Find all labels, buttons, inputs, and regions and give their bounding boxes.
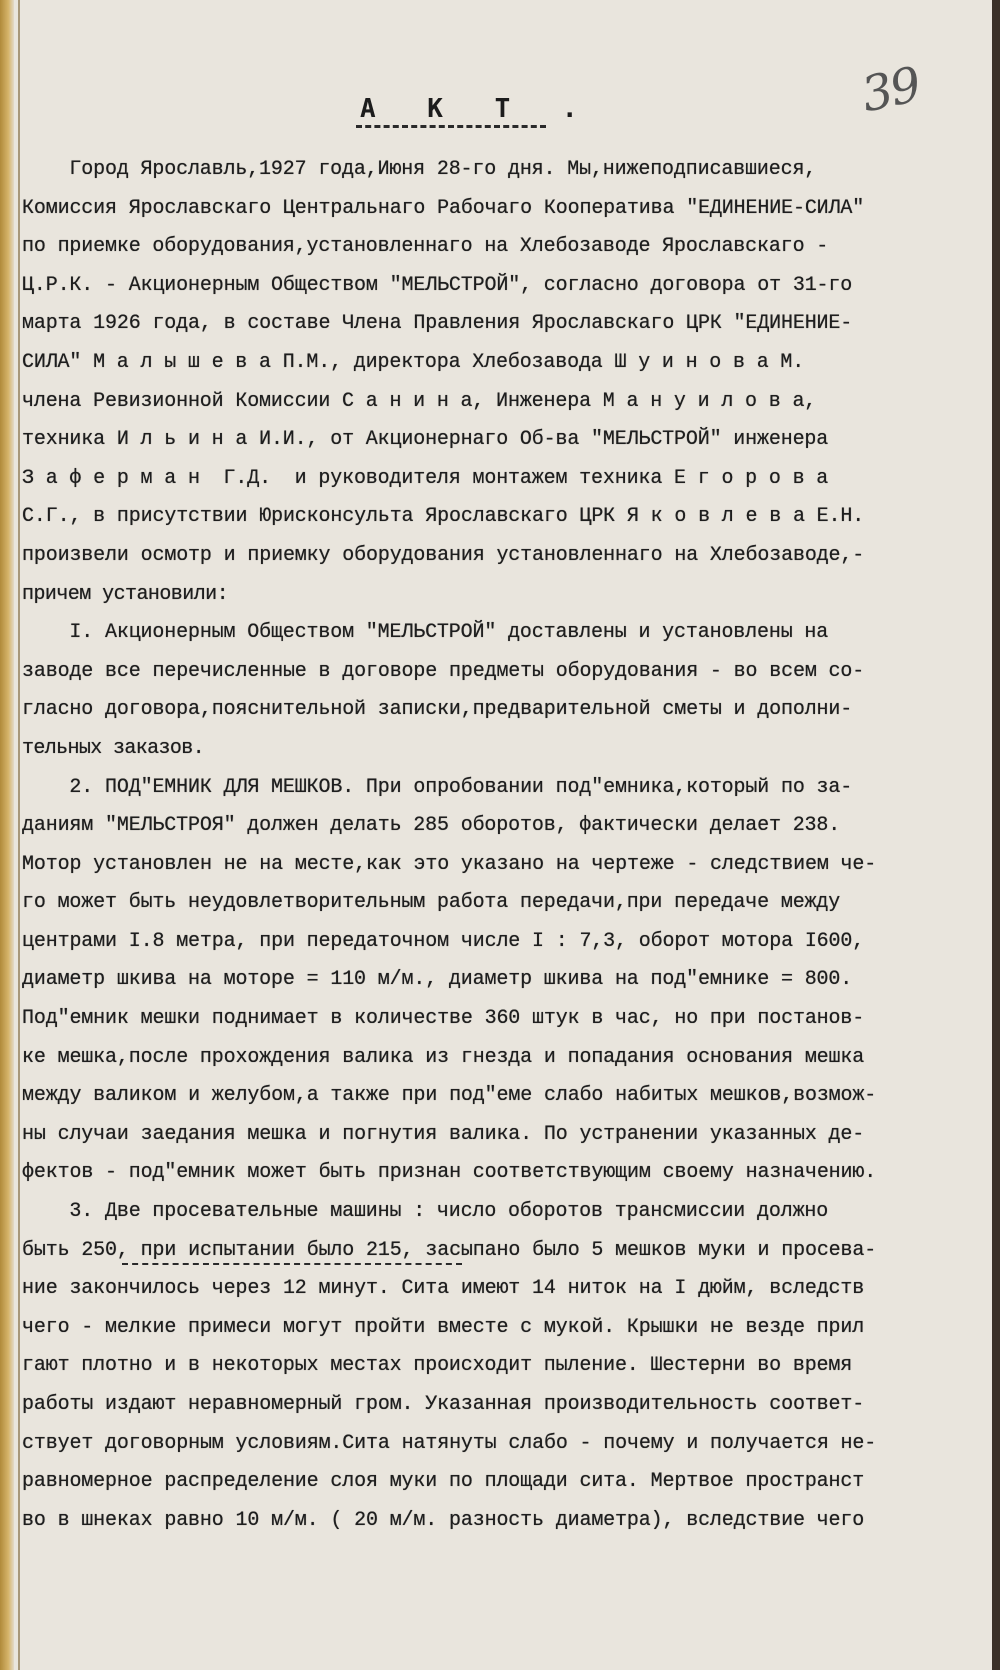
text-line: ствует договорным условиям.Сита натянуты слабо - почему и получается не-: [22, 1431, 877, 1455]
text-line: даниям "МЕЛЬСТРОЯ" должен делать 285 оборотов, фактически делает 238.: [22, 814, 841, 838]
text-line: во в шнеках равно 10 м/м. ( 20 м/м. разность диаметра), вследствие чего: [22, 1508, 865, 1532]
text-line: марта 1926 года, в составе Члена Правления Ярославскаго ЦРК "ЕДИНЕНИЕ-: [22, 312, 853, 336]
text-line: между валиком и желубом,а также при под"еме слабо набитых мешков,возмож-: [22, 1084, 877, 1108]
title-underline: [356, 125, 546, 128]
text-line: быть 250, при испытании было 215, засыпано было 5 мешков муки и просева-: [22, 1238, 877, 1262]
text-line: фектов - под"емник может быть признан соответствующим своему назначению.: [22, 1161, 877, 1185]
document-body: [22, 151, 962, 1540]
text-line: центрами I.8 метра, при передаточном числе I : 7,3, оборот мотора I600,: [22, 929, 865, 953]
text-line: 3. Две просевательные машины : число оборотов трансмиссии должно: [22, 1200, 829, 1224]
text-line: 2. ПОД"ЕМНИК ДЛЯ МЕШКОВ. При опробовании под"емника,который по за-: [22, 775, 853, 799]
text-line: по приемке оборудования,установленнаго на Хлебозаводе Ярославскаго -: [22, 235, 829, 259]
text-line: гласно договора,пояснительной записки,предварительной сметы и дополни-: [22, 698, 853, 722]
section-3-underline: [122, 1263, 462, 1265]
text-line: причем установили:: [22, 582, 229, 606]
text-line: З а ф е р м а н Г.Д. и руководителя монтажем техника Е г о р о в а: [22, 466, 829, 490]
handwritten-page-number: 39: [856, 56, 925, 124]
text-line: Комиссия Ярославскаго Центральнаго Рабочаго Кооператива "ЕДИНЕНИЕ-СИЛА": [22, 196, 865, 220]
text-line: заводе все перечисленные в договоре предметы оборудования - во всем со-: [22, 659, 865, 683]
text-line: диаметр шкива на моторе = 110 м/м., диаметр шкива на под"емнике = 800.: [22, 968, 853, 992]
text-line: ке мешка,после прохождения валика из гнезда и попадания основания мешка: [22, 1045, 865, 1069]
binding-edge: [0, 0, 14, 1670]
text-line: Город Ярославль,1927 года,Июня 28-го дня. Мы,нижеподписавшиеся,: [22, 158, 817, 181]
text-line: Мотор установлен не на месте,как это указано на чертеже - следствием че-: [22, 852, 877, 876]
text-line: члена Ревизионной Комиссии С а н и н а, Инженера М а н у и л о в а,: [22, 389, 817, 413]
text-line: работы издают неравномерный гром. Указанная производительность соответ-: [22, 1393, 865, 1416]
document-title: А К Т .: [360, 94, 596, 124]
text-line: равномерное распределение слоя муки по площади сита. Мертвое пространст: [22, 1470, 865, 1494]
text-line: чего - мелкие примеси могут пройти вместе с мукой. Крышки не везде прил: [22, 1315, 865, 1339]
text-line: ны случаи заедания мешка и погнутия валика. По устранении указанных де-: [22, 1122, 865, 1146]
text-line: Ц.Р.К. - Акционерным Обществом "МЕЛЬСТРОЙ", согласно договора от 31-го: [22, 273, 853, 297]
text-line: СИЛА" М а л ы ш е в а П.М., директора Хлебозавода Ш у и н о в а М.: [22, 350, 805, 374]
text-line: I. Акционерным Обществом "МЕЛЬСТРОЙ" доставлены и установлены на: [22, 621, 829, 645]
text-line: произвели осмотр и приемку оборудования установленнаго на Хлебозаводе,-: [22, 543, 865, 567]
margin-line: [18, 0, 20, 1670]
text-line: С.Г., в присутствии Юрисконсульта Ярославскаго ЦРК Я к о в л е в а Е.Н.: [22, 505, 865, 529]
text-line: Под"емник мешки поднимает в количестве 360 штук в час, но при постанов-: [22, 1007, 865, 1031]
text-line: ние закончилось через 12 минут. Сита имеют 14 ниток на I дюйм, вследств: [22, 1277, 865, 1301]
text-line: го может быть неудовлетворительным работа передачи,при передаче между: [22, 891, 841, 915]
page-shadow-edge: [992, 0, 1000, 1670]
text-line: гают плотно и в некоторых местах происходит пыление. Шестерни во время: [22, 1354, 853, 1378]
text-line: тельных заказов.: [22, 736, 205, 760]
text-line: техника И л ь и н а И.И., от Акционернаго Об-ва "МЕЛЬСТРОЙ" инженера: [22, 428, 829, 452]
